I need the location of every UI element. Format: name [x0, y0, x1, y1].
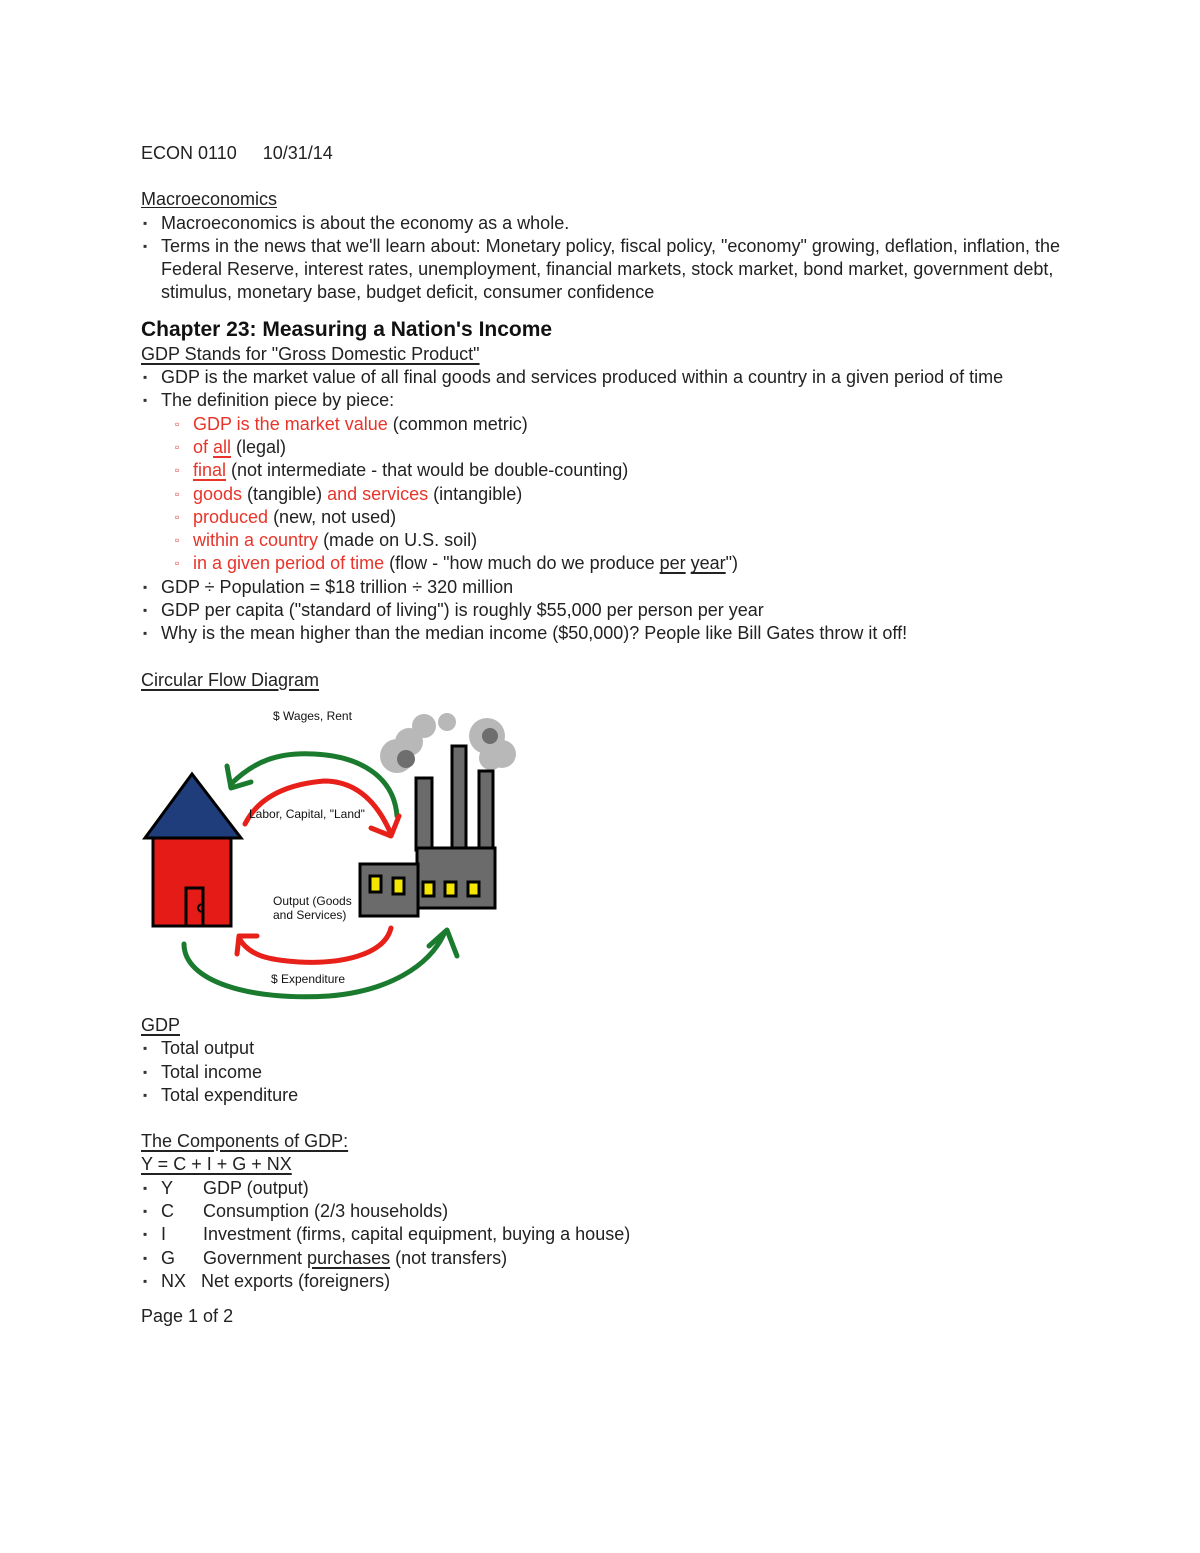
output-arrow — [239, 928, 391, 962]
labor-label: Labor, Capital, "Land" — [249, 806, 365, 821]
list-item: ▪ I Investment (firms, capital equipment, buying a house) — [141, 1223, 1081, 1246]
circular-flow-drawing — [139, 706, 519, 1006]
list-item: ▪ Why is the mean higher than the median income ($50,000)? People like Bill Gates throw it off! — [141, 622, 1081, 645]
course-code: ECON 0110 — [141, 143, 237, 163]
output-label-line1: Output (Goods — [273, 893, 352, 908]
list-item: ▪ Macroeconomics is about the economy as a whole. — [141, 212, 1081, 235]
smoke-icon — [380, 713, 516, 773]
list-item: ▪ Total income — [141, 1061, 1081, 1084]
list-item: ▪ Terms in the news that we'll learn about: Monetary policy, fiscal policy, "economy" growing, deflation, inflation, the Federal Reserve, interest rates, unemployment, financial markets, stock market, bond market, government debt, stimulus, monetary base, budget deficit, consumer confidence — [141, 235, 1081, 305]
gdp-definition-heading: GDP Stands for "Gross Domestic Product" — [141, 343, 480, 364]
list-item: ▪ Y GDP (output) — [141, 1177, 1081, 1200]
wages-label: $ Wages, Rent — [273, 708, 352, 723]
macro-list — [141, 212, 1081, 305]
lecture-date: 10/31/14 — [262, 143, 333, 163]
circular-flow-heading: Circular Flow Diagram — [141, 669, 320, 690]
list-item: ▪ Total output — [141, 1037, 1081, 1060]
chapter-title: Chapter 23: Measuring a Nation's Income — [141, 317, 553, 341]
list-item: ▫ produced (new, not used) — [173, 506, 1081, 529]
page-number: Page 1 of 2 — [141, 1306, 234, 1327]
house-icon — [145, 774, 241, 926]
gdp-equation: Y = C + I + G + NX — [141, 1154, 292, 1175]
list-item: ▫ final (not intermediate - that would be double-counting) — [173, 459, 1081, 482]
definition-pieces-list — [173, 413, 1081, 576]
circular-flow-diagram — [139, 706, 519, 1006]
list-item: ▪ Total expenditure — [141, 1084, 1081, 1107]
list-item: ▪ GDP ÷ Population = $18 trillion ÷ 320 million — [141, 576, 1081, 599]
expenditure-arrow — [184, 934, 444, 997]
list-item: ▫ GDP is the market value (common metric) — [173, 413, 1081, 436]
document-page — [141, 142, 1081, 1329]
components-list — [141, 1177, 1081, 1293]
list-item: ▫ of all (legal) — [173, 436, 1081, 459]
output-label-line2: and Services) — [273, 907, 347, 922]
components-heading: The Components of GDP: — [141, 1131, 349, 1152]
header-line — [141, 142, 1081, 165]
list-item: ▪ The definition piece by piece: — [141, 389, 1081, 412]
list-item: ▪ NX Net exports (foreigners) — [141, 1270, 1081, 1293]
gdp-list — [141, 1037, 1081, 1107]
macro-heading: Macroeconomics — [141, 189, 278, 210]
expenditure-label: $ Expenditure — [271, 971, 346, 986]
list-item: ▪ C Consumption (2/3 households) — [141, 1200, 1081, 1223]
list-item: ▫ within a country (made on U.S. soil) — [173, 529, 1081, 552]
gdp-facts-list — [141, 576, 1081, 646]
list-item: ▫ in a given period of time (flow - "how much do we produce per year") — [173, 552, 1081, 575]
list-item: ▫ goods (tangible) and services (intangible) — [173, 483, 1081, 506]
list-item: ▪ GDP is the market value of all final goods and services produced within a country in a given period of time — [141, 366, 1081, 389]
gdp-definition-list — [141, 366, 1081, 413]
gdp-heading: GDP — [141, 1014, 181, 1035]
list-item: ▪ GDP per capita ("standard of living") is roughly $55,000 per person per year — [141, 599, 1081, 622]
list-item: ▪ G Government purchases (not transfers) — [141, 1247, 1081, 1270]
